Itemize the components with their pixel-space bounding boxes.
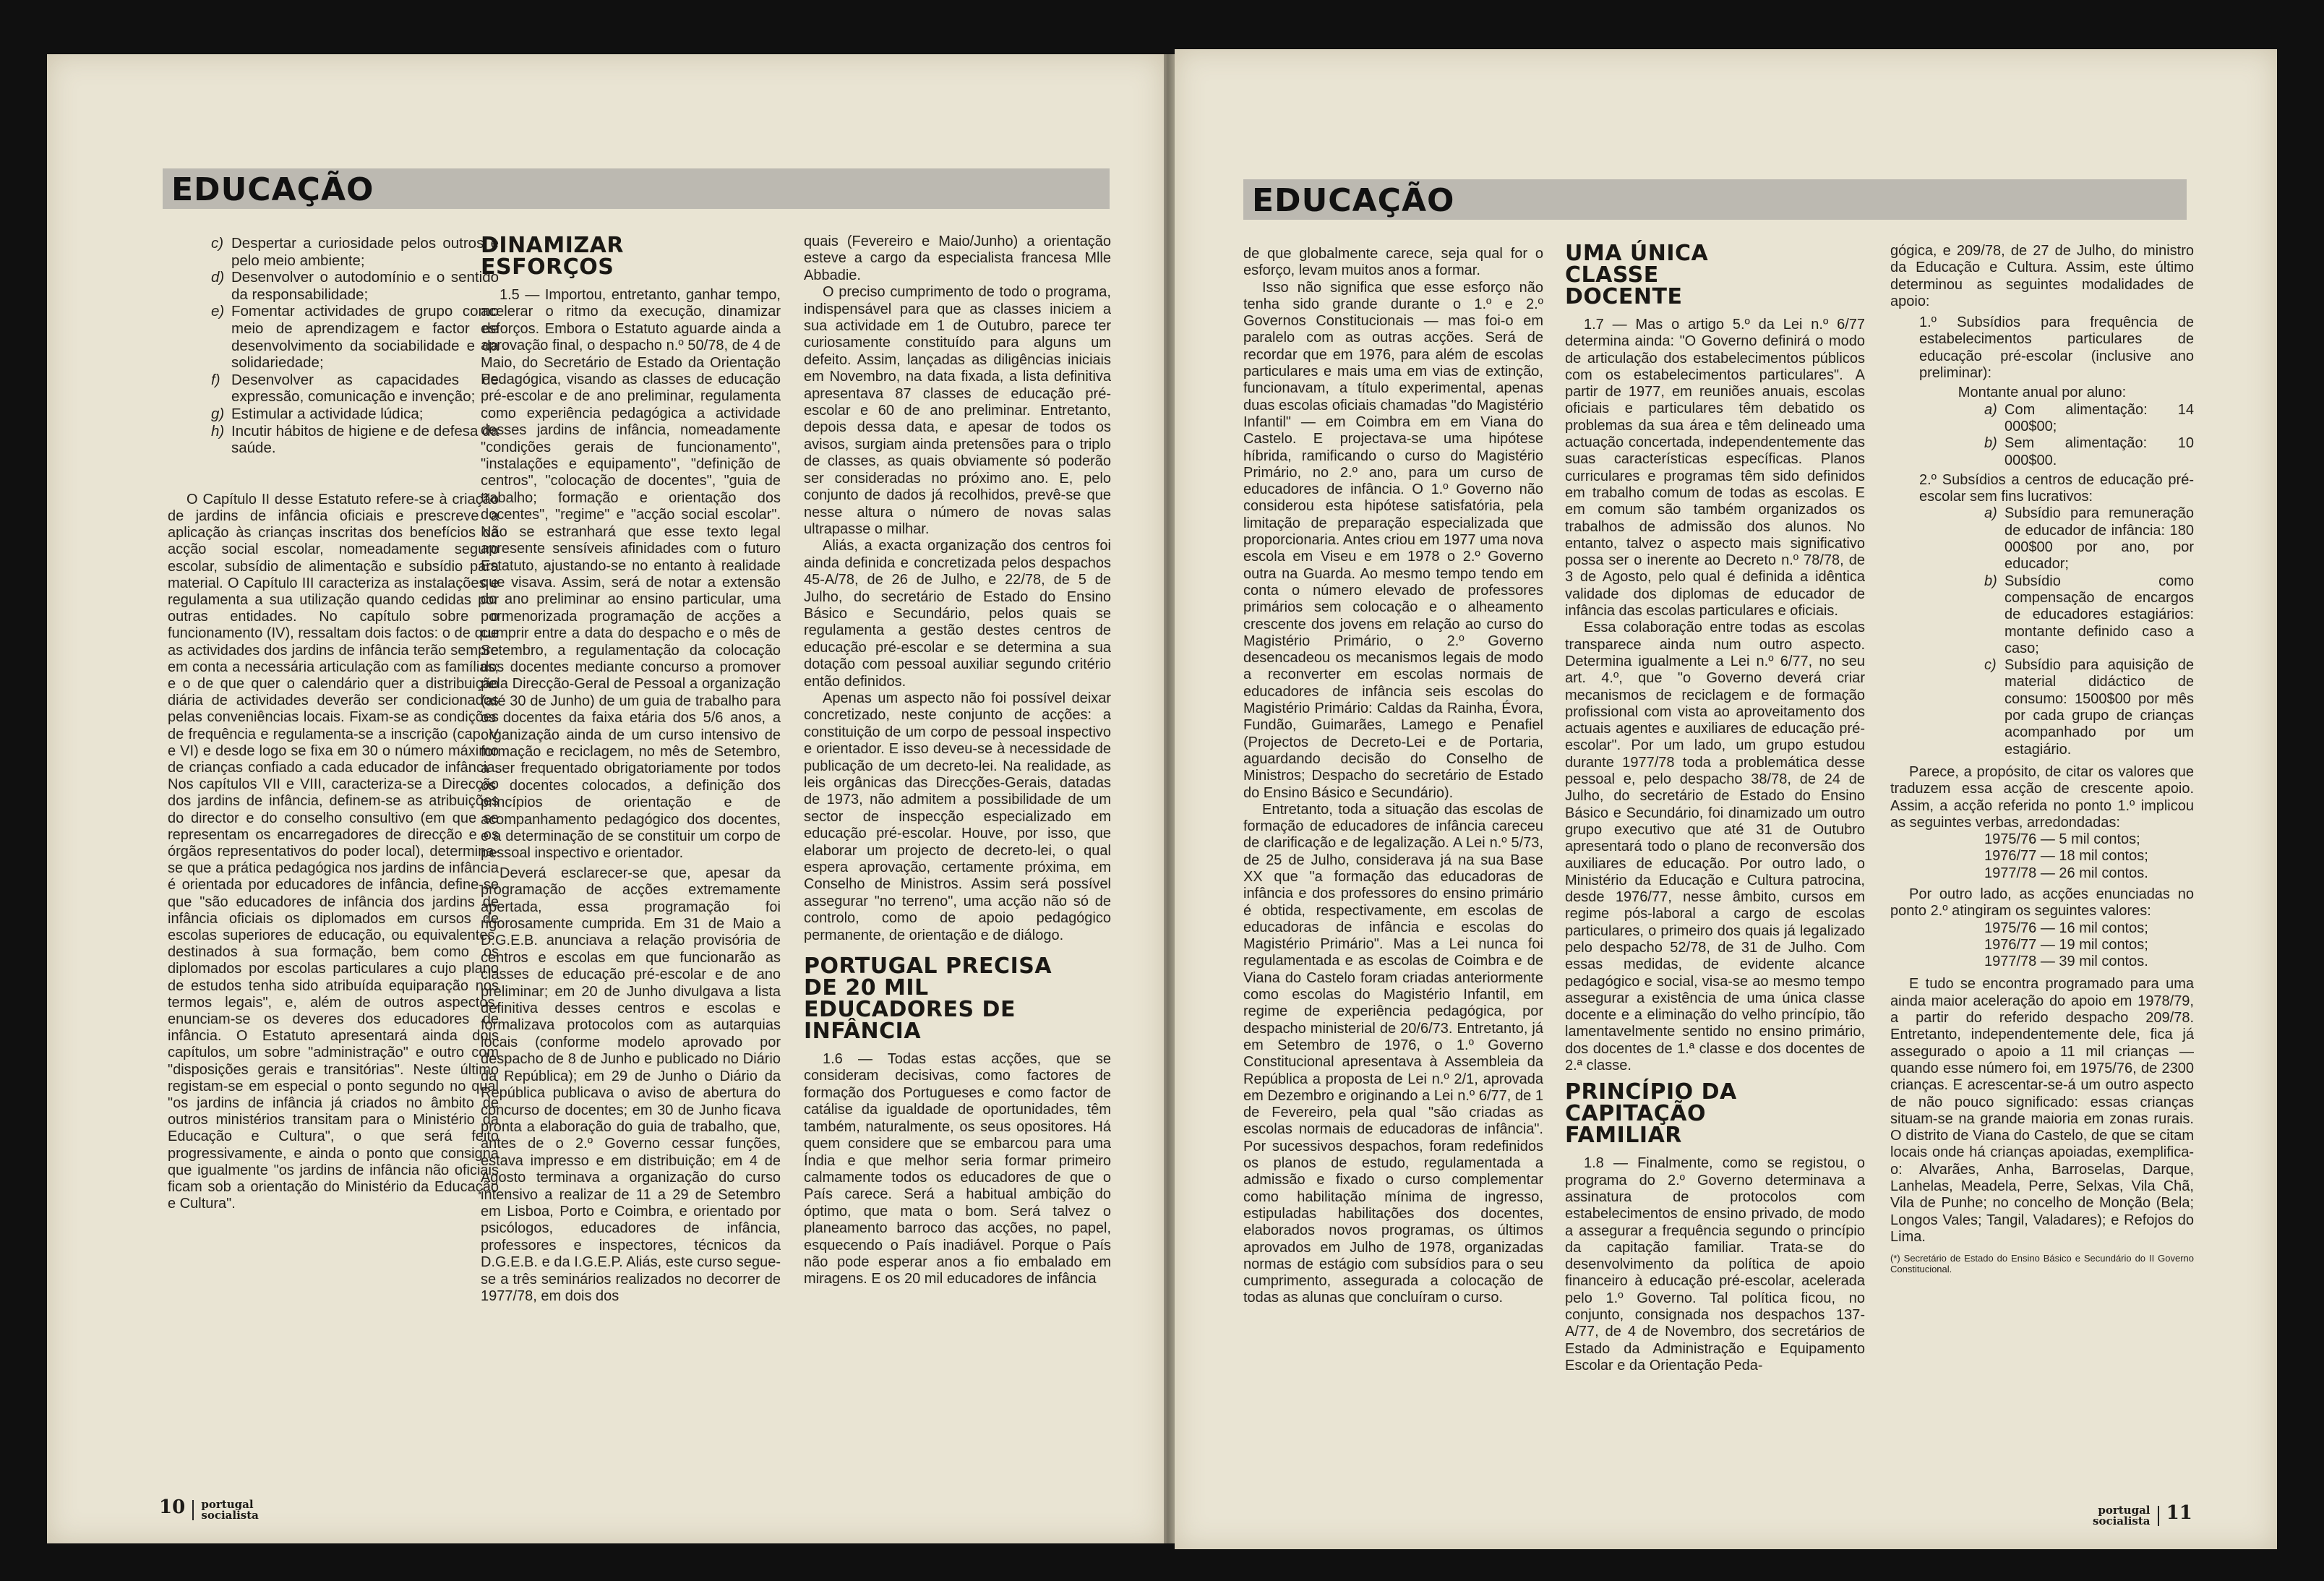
section-banner: [163, 168, 1110, 209]
list-item: b) Subsídio como compensação de encargos de educadores estagiários: montante definido caso a caso;: [1984, 573, 2194, 656]
list-item: 1977/78 — 39 mil contos.: [1984, 954, 2148, 970]
list-item: c) Despertar a curiosidade pelos outros e pelo meio ambiente;: [211, 235, 499, 269]
right-page: [1175, 49, 2277, 1549]
list-item: e) Fomentar actividades de grupo como meio de aprendizagem e factor de desenvolvimento da sociabilidade e da solidariedade;: [211, 303, 499, 372]
list-item: 1975/76 — 5 mil contos;: [1984, 831, 2140, 848]
paragraph: 1.5 — Importou, entretanto, ganhar tempo, acelerar o ritmo da execução, dinamizar esforços. Embora o Estatuto aguarde ainda a aprovação final, o despacho n.º 50/78, de 4 de Maio, do Secretário de Estado da Orientação Pedagógica, visando as classes de educação pré-escolar e de ano preliminar, regulamenta como experiência pedagógica a actividade desses jardins de infância, nomeadamente "condições gerais de funcionamento", "instalações e equipamento", "definição de centros", "colocação de docentes", "guia de trabalho; formação e orientação dos docentes", "regime" e "acção social escolar". Não se estranhará que esse texto legal apresente sensíveis afinidades com o futuro Estatuto, ajustando-se no entanto à realidade que visava. Assim, será de notar a extensão do ano preliminar ao ensino particular, uma pormenorizada programação de acções a cumprir entre a data do despacho e o mês de Setembro, a regulamentação da colocação dos docentes mediante concurso a promover pela Direcção-Geral de Pessoal a organização (até 30 de Junho) de um guia de trabalho para os docentes da faixa etária dos 5/6 anos, a organização ainda de um curso intensivo de formação e reciclagem, no mês de Setembro, a ser frequentado obrigatoriamente por todos os docentes colocados, a definição dos princípios de orientação e de acompanhamento pedagógico dos docentes, e a determinação de se constituir um corpo de pessoal inspectivo e orientador.: [481, 287, 781, 862]
page-number: 11: [2166, 1502, 2192, 1524]
right-column-3: [1890, 243, 2194, 1274]
paragraph: Essa colaboração entre todas as escolas transparece ainda num outro aspecto. Determina igualmente a Lei n.º 6/77, no seu art. 4.º, que "o Governo deverá criar mecanismos de reciclagem e de formação profissional com vista ao aproveitamento dos actuais agentes e auxiliares de educação pré-escolar". Por um lado, um grupo estudou durante 1977/78 toda a problemática desse pessoal e, pelo despacho 38/78, de 24 de Julho, do secretário de Estado do Ensino Básico e Secundário, foi dinamizado um outro grupo executivo que até 31 de Outubro apresentará todo o plano de reconversão dos auxiliares de educação. Por outro lado, o Ministério da Educação e Cultura patrocina, desde 1976/77, nesse âmbito, cursos em regime pós-laboral a cargo de escolas particulares, o primeiro dos quais já legalizado pelo despacho 52/78, de 31 de Julho. Com essas medidas, de evidente alcance pedagógico e social, visa-se ao mesmo tempo assegurar a existência de uma única classe docente e a eliminação do velho princípio, tão lamentavelmente sentido no ensino primário, dos docentes de 1.ª classe e dos docentes de 2.ª classe.: [1565, 620, 1865, 1074]
list-item: f) Desenvolver as capacidades de expressão, comunicação e invenção;: [211, 371, 499, 406]
right-footer: [2093, 1502, 2192, 1527]
paragraph: Isso não significa que esse esforço não tenha sido grande durante o 1.º e 2.º Governos Constitucionais — mas foi-o em paralelo com as outras acções. Será de recordar que em 1976, para além de escolas particulares e mais uma em vias de extinção, funcionavam, a título experimental, apenas duas escolas oficiais chamadas "do Magistério Infantil" — em Coimbra em em Viana do Castelo. E projectava-se uma hipótese híbrida, ramificando o curso do Magistério Primário, no 2.º ano, para um curso de educadores de infância. O 1.º Governo não considerou esta hipótese satisfatória, pela limitação de preparação especializada que proporcionaria. Antes criou em 1977 uma nova escola em Viseu e em 1978 o 2.º Governo outra na Guarda. Ao mesmo tempo tendo em conta o número elevado de professores primários sem colocação e o alheamento crescente dos jovens em relação ao curso do Magistério Primário, o 2.º Governo desencadeou os mecanismos legais de modo a reconverter em escolas normais de educadores de infância seis escolas do Magistério Primário: Caldas da Rainha, Évora, Fundão, Guimarães, Lamego e Penafiel (Projectos de Decreto-Lei e de Portaria, aguardando decisão do Conselho de Ministros; Despacho do secretário de Estado do Ensino Básico e Secundário).: [1243, 279, 1543, 801]
paragraph: gógica, e 209/78, de 27 de Julho, do ministro da Educação e Cultura. Assim, este último determinou as seguintes modalidades de apoio:: [1890, 243, 2194, 309]
section-title: EDUCAÇÃO: [171, 171, 374, 208]
paragraph: 1.6 — Todas estas acções, que se consideram decisivas, como factores de formação dos Portugueses e como factor de catálise da igualdade de oportunidades, têm também, naturalmente, os seus opositores. Há quem considere que se embarcou para uma Índia e que melhor seria formar primeiro calmamente todos os educadores de que o País carece. Será a habitual ambição do óptimo, que mata o bom. Será talvez o planeamento barroco das acções, no papel, esquecendo o País inadiável. Porque o País não pode esperar anos a fio embalado em miragens. E os 20 mil educadores de infância: [804, 1051, 1111, 1287]
paragraph: O preciso cumprimento de todo o programa, indispensável para que as classes iniciem a sua actividade em 1 de Outubro, parece ter curiosamente constituído para alguns um defeito. Assim, lançadas as diligências iniciais em Novembro, na data fixada, a lista definitiva apresentava 87 classes de educação pré-escolar e 60 de ano preliminar. Entretanto, depois dessa data, e apesar de todos os avisos, surgiam ainda pretensões para o triplo de classes, as quais obviamente só poderão ser consideradas no próximo ano. E, pelo conjunto de dados já recolhidos, prevê-se que nesse altura o número de novas salas ultrapasse o milhar.: [804, 284, 1111, 537]
paragraph: Deverá esclarecer-se que, apesar da programação de acções extremamente apertada, essa programação foi rigorosamente cumprida. Em 31 de Maio a D.G.E.B. anunciava a relação provisória de centros e escolas em que funcionarão as classes de educação pré-escolar e de ano preliminar; em 20 de Junho divulgava a lista definitiva desses centros e escolas e formalizava protocolos com as autarquias locais (conforme modelo aprovado por despacho de 8 de Junho e publicado no Diário da República); em 29 de Junho o Diário da República publicava o aviso de abertura do concurso de docentes; em 30 de Junho ficava pronta a elaboração do guia de trabalho, que, antes de o 2.º Governo cessar funções, estava impresso e em distribuição; em 4 de Agosto terminava a organização do curso intensivo a realizar de 11 a 29 de Setembro em Lisboa, Porto e Coimbra, e orientado por psicólogos, educadores de infância, professores e inspectores, técnicos da D.G.E.B. e da I.G.E.P. Aliás, este curso segue-se a três seminários realizados no decorrer de 1977/78, em dois dos: [481, 865, 781, 1304]
paragraph: Entretanto, toda a situação das escolas de formação de educadores de infância careceu de clarificação e de legalização. A Lei n.º 5/73, de 25 de Julho, considerava já na sua Base XX que "a formação das educadoras de infância e dos professores do ensino primário é obtida, respectivamente, em escolas de educadoras de infância e escolas do Magistério Primário". Mas a Lei nunca foi regulamentada e as escolas de Coimbra e de Viana do Castelo foram criadas anteriormente como escolas do Magistério Infantil, em regime de experiência pedagógica, por despacho ministerial de 20/6/73. Entretanto, já em Setembro de 1976, o 1.º Governo Constitucional apresentava à Assembleia da República a proposta de Lei n.º 2/1, aprovada em Dezembro e originando a Lei n.º 6/77, de 1 de Fevereiro, pela qual "são criadas as escolas normais de educadoras de infância". Por sucessivos despachos, foram redefinidos os planos de estudo, regulamentada a admissão e fixado o curso complementar como habilitação mínima de ingresso, estipuladas habilitações dos docentes, elaborados novos programas, os últimos aprovados em Julho de 1978, organizadas normas de estágio com subsídios para o seu cumprimento, assegurada a colocação de todas as alunas que concluíram o curso.: [1243, 801, 1543, 1306]
paragraph: 1.8 — Finalmente, como se registou, o programa do 2.º Governo determinava a assinatura de protocolos com estabelecimentos de ensino privado, de modo a assegurar a frequência segundo o princípio da capitação familiar. Trata-se do desenvolvimento da política de apoio financeiro à educação pré-escolar, acelerada pelo 1.º Governo. Tal política ficou, no conjunto, consignada nos despachos 137-A/77, de 4 de Novembro, dos secretários de Estado da Administração e Equipamento Escolar e da Orientação Peda-: [1565, 1155, 1865, 1374]
list-item: 1976/77 — 18 mil contos;: [1984, 848, 2148, 865]
left-footer: [159, 1496, 259, 1521]
heading-dinamizar-esforcos: DINAMIZAR ESFORÇOS: [481, 233, 624, 280]
paragraph: 1.7 — Mas o artigo 5.º da Lei n.º 6/77 determina ainda: "O Governo definirá o modo de articulação dos estabelecimentos públicos com os estabelecimentos particulares". A partir de 1977, em reuniões anuais, escolas oficiais e particulares têm debatido os problemas da sua área e têm delineado uma actuação concertada, independentemente das suas características específicas. Planos curriculares e programas têm sido definidos em trabalho comum de todas as escolas. E em comum são também organizados os trabalhos de admissão dos alunos. No entanto, talvez o aspecto mais significativo possa ser o inerente ao Decreto n.º 78/78, de 3 de Agosto, pelo qual é definida a idêntica validade dos diplomas de educador de infância das escolas particulares e oficiais.: [1565, 317, 1865, 620]
list-item: a) Com alimentação: 14 000$00;: [1984, 401, 2194, 434]
list-item: 2.º Subsídios a centros de educação pré-escolar sem fins lucrativos:: [1919, 471, 2194, 505]
verbas-list-1: [1890, 831, 2194, 882]
page-number: 10: [159, 1496, 186, 1518]
left-page: [47, 54, 1164, 1543]
objectives-list: [168, 235, 499, 457]
paragraph: Apenas um aspecto não foi possível deixar concretizado, neste conjunto de acções: a constituição de um corpo de pessoal inspectivo e orientador. E isso deveu-se à necessidade de publicação de um decreto-lei. Na realidade, as leis orgânicas das Direcções-Gerais, datadas de 1973, não admitem a possibilidade de um sector de inspecção especializado em educação pré-escolar. Houve, por isso, que elaborar um projecto de decreto-lei, o qual espera aprovação, certamente próxima, em Conselho de Ministros. Assim será possível assegurar "no terreno", uma acção não só de controlo, como de apoio pedagógico permanente, de orientação e de diálogo.: [804, 690, 1111, 943]
publication-logo: portugal socialista: [2093, 1503, 2151, 1528]
section-title: EDUCAÇÃO: [1252, 182, 1455, 219]
left-column-2: [481, 235, 781, 1305]
paragraph: O Capítulo II desse Estatuto refere-se à criação de jardins de infância oficiais e prescreve a aplicação às crianças inscritas dos benefícios da acção social escolar, nomeadamente seguro escolar, subsídio de alimentação e subsídio para material. O Capítulo III caracteriza as instalações e regulamenta a sua utilização quando cedidas por outras entidades. No capítulo sobre o funcionamento (IV), ressaltam dois factos: o de que as actividades dos jardins de infância terão sempre em conta a necessária articulação com as famílias; e o de que quer o calendário quer a distribuição diária de actividades deverão ser condicionados pelas conveniências locais. Fixam-se as condições de frequência e regulamenta-se a inscrição (cap. V e VI) e desde logo se fixa em 30 o número máximo de crianças confiado a cada educador de infância. Nos capítulos VII e VIII, caracteriza-se a Direcção dos jardins de infância, definem-se as atribuições do director e do conselho consultivo (em que se representam os encarregadores de direcção e os órgãos representativos do poder local), determina-se que a prática pedagógica nos jardins de infância é orientada por educadores de infância, define-se que "são educadores de infância dos jardins de infância oficiais os diplomados em cursos de escolas superiores de educação, ou equivalentes, destinados à sua formação, bem como os diplomados por escolas particulares a cujo plano de estudos tenha sido atribuída equiparação nos termos legais", e, além de outros aspectos, enunciam-se os deveres dos educadores de infância. O Estatuto apresentará ainda dois capítulos, um sobre "administração" e outro com "disposições gerais e transitórias". Neste último registam-se em especial o ponto segundo no qual "os jardins de infância já criados no âmbito de outros ministérios transitam para o Ministério da Educação e Cultura", o que será feito progressivamente, e ainda o ponto que consigna que igualmente "os jardins de infância não oficiais ficam sob a orientação do Ministério da Educação e Cultura".: [168, 491, 499, 1212]
right-column-2: [1565, 243, 1865, 1374]
list-item: a) Subsídio para remuneração de educador de infância: 180 000$00 por ano, por educador;: [1984, 505, 2194, 573]
list-item: 1.º Subsídios para frequência de estabelecimentos particulares de educação pré-escolar (inclusive ano preliminar):: [1919, 314, 2194, 382]
paragraph: de que globalmente carece, seja qual for o esforço, levam muitos anos a formar.: [1243, 246, 1543, 279]
heading-portugal-precisa: PORTUGAL PRECISA DE 20 MIL EDUCADORES DE INFÂNCIA: [804, 954, 1052, 1045]
list-item: d) Desenvolver o autodomínio e o sentido da responsabilidade;: [211, 269, 499, 303]
list-item: c) Subsídio para aquisição de material didáctico de consumo: 1500$00 por mês por cada grupo de crianças acompanhado por um estagiário.: [1984, 657, 2194, 758]
footnote: (*) Secretário de Estado do Ensino Básico e Secundário do II Governo Constitucional.: [1890, 1253, 2194, 1275]
paragraph: Parece, a propósito, de citar os valores que traduzem essa acção de crescente apoio. Assim, a acção referida no ponto 1.º implicou as seguintes verbas, arredondadas:: [1890, 763, 2194, 831]
list-item: b) Sem alimentação: 10 000$00.: [1984, 435, 2194, 468]
list-item: h) Incutir hábitos de higiene e de defesa da saúde.: [211, 422, 499, 457]
list-item: 1977/78 — 26 mil contos.: [1984, 865, 2148, 881]
verbas-list-2: [1890, 920, 2194, 971]
paragraph: Por outro lado, as acções enunciadas no ponto 2.º atingiram os seguintes valores:: [1890, 886, 2194, 920]
heading-uma-unica-classe: UMA ÚNICA CLASSE DOCENTE: [1565, 241, 1709, 309]
publication-logo: portugal socialista: [201, 1497, 259, 1522]
section-banner: [1243, 179, 2187, 220]
list-item: 1975/76 — 16 mil contos;: [1984, 920, 2148, 936]
paragraph: quais (Fevereiro e Maio/Junho) a orientação esteve a cargo da especialista francesa Mlle Abbadie.: [804, 233, 1111, 283]
list-item: Montante anual por aluno:: [1958, 385, 2127, 401]
left-column-3: [804, 233, 1111, 1288]
list-item: 1976/77 — 19 mil contos;: [1984, 936, 2148, 953]
left-column-1: [168, 235, 499, 1212]
paragraph: E tudo se encontra programado para uma ainda maior aceleração do apoio em 1978/79, a partir do referido despacho 209/78. Entretanto, independentemente dele, fica já assegurado o apoio a 11 mil crianças — quando esse número foi, em 1975/76, de 2300 crianças. E acrescentar-se-á um outro aspecto de não pouco significado: essas crianças situam-se na grande maioria em zonas rurais. O distrito de Viana do Castelo, de que se citam locais onde há crianças apoiadas, exemplifica-o: Alvarães, Anha, Barroselas, Darque, Lanhelas, Meadela, Perre, Selxas, Vila Chã, Vila de Punhe; no concelho de Monção (Bela; Longos Vales; Tangil, Valadares); e Refojos do Lima.: [1890, 976, 2194, 1245]
right-column-1: [1243, 246, 1543, 1307]
heading-principio-capitacao: PRINCÍPIO DA CAPITAÇÃO FAMILIAR: [1565, 1079, 1737, 1149]
list-item: g) Estimular a actividade lúdica;: [211, 405, 424, 422]
paragraph: Aliás, a exacta organização dos centros foi ainda definida e concretizada pelos despachos 45-A/78, de 26 de Julho, e 22/78, de 5 de Julho, do secretário de Estado do Ensino Básico e Secundário, pelos quais se regulamenta a gestão destes centros de educação pré-escolar e se determina a sua dotação com pessoal auxiliar segundo critério então definidos.: [804, 538, 1111, 690]
